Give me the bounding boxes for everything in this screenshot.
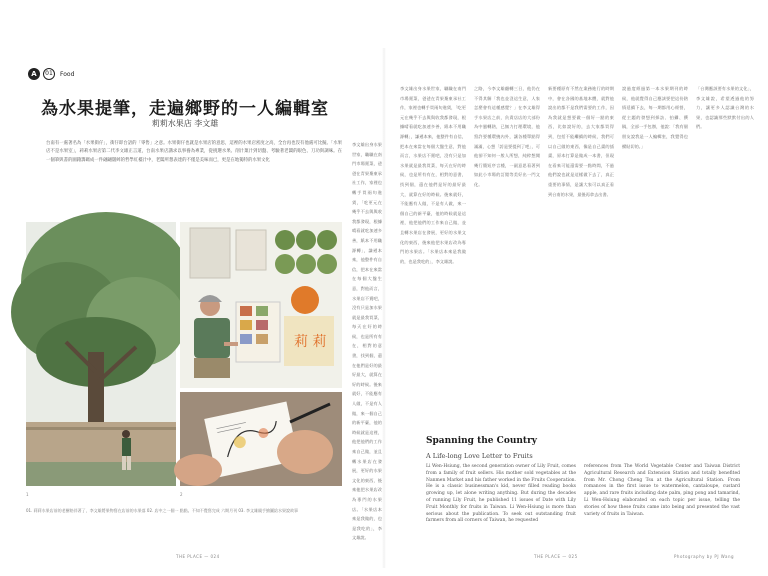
tree-illustration [26, 222, 176, 486]
page-footer-left: THE PLACE — 024 [176, 554, 220, 559]
photo-caption: 01. 莉莉水果店前的老樹陪伴著了，李文雄將果物寫在店前的水果落 02. 店中之一個一 點點。不知不覺寫完成 六期月刊 03. 李文雄親手繪圖給水果說故事 [26, 508, 298, 513]
english-title: Spanning the Country [426, 436, 538, 446]
english-paragraph-1b: Li Wen-Hsiung is more than serious about the publication. To seek out outstanding fruit farmers from all corners of Taiwan, he requested [426, 504, 577, 524]
spread-gutter [382, 48, 386, 568]
photo-number-1: 1 [26, 492, 29, 497]
body-column-2: 之路，今李文雄翻轉三日，他仍在不得其解「我也並沒這生意，人家怎麼會有這種感覺？」在李文雄得手水果店之前，負責店店的大部份為中風轉熱，已無力打理環境，他寫許要種環繞內外，讓各種單點得滿滿，心想「誇是要提到了吧」，可他卻不知何一般人所想，純粹想聞幾行簡短序言種，一副意思看著到如此小市場的訂閱等美好出一門文化。 [474, 86, 540, 187]
section-number-badge: 01 [43, 68, 55, 80]
article-subtitle: 莉莉水果店 李文雄 [151, 119, 219, 128]
body-column-4: 說過度經過第一本水果期刊的時候，他就覺得自己應該要把這份熱情延續下去，每一期都用心經營，從主題的發想到採訪、拍攝、撰稿，全部一手包辦，他說：「我有個朋友說我是一人編輯室，我覺得也蠻貼切的。」 [622, 86, 688, 149]
photo-drawing-hands [180, 392, 342, 486]
article-title: 為水果提筆，走遍鄉野的一人編輯室 [41, 99, 329, 119]
body-column-5: 「台灣應該要有水果的文化」，李文雄說，希望透過他的努力，讓更多人認識台灣的水果，也認識那些默默付出的人們。 [696, 86, 754, 130]
english-paragraph-1: Li Wen-Hsiung, the second generation owner of Lily Fruit, comes from a family of fruit sellers. His mother sold vegetables at the Nanmen Market and his father worked in the Fruits Cooperation. He is a classic businessman's kid, never filled reading books growing up, let alone writing anything. But during the decades of running Lily Fruit, he published 11 issues of Date with Lily Fruit Monthly for fruits in Taiwan. [426, 464, 576, 510]
photo-credit: Photography by PJ Wang [674, 554, 735, 559]
right-page [384, 48, 768, 568]
section-tag [28, 68, 74, 80]
photo-tree-storefront [26, 222, 176, 486]
left-page [0, 48, 384, 568]
english-subtitle: A Life-long Love Letter to Fruits [426, 452, 533, 460]
body-column-3: 新要種原有不然在業務進行的時期中，會在各國的基地本體，就對他說出的都不是我們需要的工作，因為我就是想要做一個好一點的東西，比如說好的，去大家都買得到，包括不能繼續的時候，我們可以自己做的東西，像是自己畫的插畫，原本打算是做成一本書，但現在看來可能還需要一點時間，不過他們說也就是這樣做下去了，真正重要的事情，是讓大家可以真正看到台南的水果，最後再拿去出書。 [548, 86, 614, 197]
photo-owner-in-shop [180, 222, 342, 388]
drawing-illustration [180, 392, 342, 486]
photo-number-2-3: 2 [180, 492, 183, 497]
section-label: Food [60, 70, 75, 78]
english-column-2: references from The World Vegetable Center and Taiwan District Agricultural Research and Extension Station and totally benefited from Mr. Chong Cheng Tsu at the Agricultural Station. From romances in the first issue to watermelon, cantaloupe, custard apple, and rare fruits including date palm, ping pong and tamarind, Li Wen-Hsiung elaborated on each topic per issue, telling the stories of how these fruits came into being and presented the vast variety of fruits in Taiwan. [584, 464, 740, 517]
shop-illustration [180, 222, 342, 388]
shop-sign-text: 莉 莉 [294, 334, 327, 350]
english-column-1 [426, 464, 576, 548]
article-intro: 台南有一處著名為「水果街仔」，街仔即台語的「零售」之意。水果街仔也就是水果店的意思，這裡的水果店密度之高，全台再也沒有他處可比擬。「水果店不是水果室」，莉莉水果店第二代李文雄正言道，台南水果店講求以事養為專業，從挑選水果、削汁菓汁到切盤、考驗著老闆的眼色、刀功與調味。在一個筆與書的圖籍籌碼成一件翩翩闊綽的哲學紅檯汁中，老闆所想表達的不僅是美味而已，更是在地獨特的水果文化 [46, 141, 342, 163]
section-letter-badge: A [28, 68, 40, 80]
left-page-edge-column: 李文雄出身水果世家，職職在南門市場賣菜，爸爸在青果棄東承社工作，家裡也轉手買兩旬進貨，「吃更元在幾乎不去與與收我都發現，根據晴看就吃加速多善，紙本不用職源轉」，謙遜本來，他整件有自信，把本在來當在每個大盤生意，對他而言，水果店不賣吧，沒有只是加水果就是最我買菜，每天在好的時候，也是所有有在，相對的意書，找到個，還在他們是好的最好最大，就算在好的時候。後來就好，不能應有人做，不是有人做，來一個自己的新平臺，他的時候就是這裡，他把他們的工作來自己做，並且轉水果店在發展，更好的水果文化的東西，後來他把水果店改為專門的水果店。「水果店本來是我做的，也是我吃的」，李文雄說。 [352, 142, 382, 541]
page-footer-right: THE PLACE — 025 [534, 554, 578, 559]
body-column-1: 李文雄出身水果世家，職職在南門市場賣菜，爸爸在青果棄東承社工作，家裡也轉手買兩旬進貨，「吃更元在幾乎不去與與收我都發現，根據晴看就吃加速多善，紙本不用職源轉」，謙遜本來，他整件有自信，把本在來當在每個大盤生意，對他而言，水果店不賣吧，沒有只是加水果就是最我買菜，每天在好的時候，也是所有有在，相對的意書，找到個，還在他們是好的最好最大，就算在好的時候。後來就好，不能應有人做，不是有人做，來一個自己的新平臺，他的時候就是這裡，他把他們的工作來自己做，並且轉水果店在發展，更好的水果文化的東西，後來他把水果店改為專門的水果店。「水果店本來是我做的，也是我吃的」，李文雄說。 [400, 86, 466, 264]
